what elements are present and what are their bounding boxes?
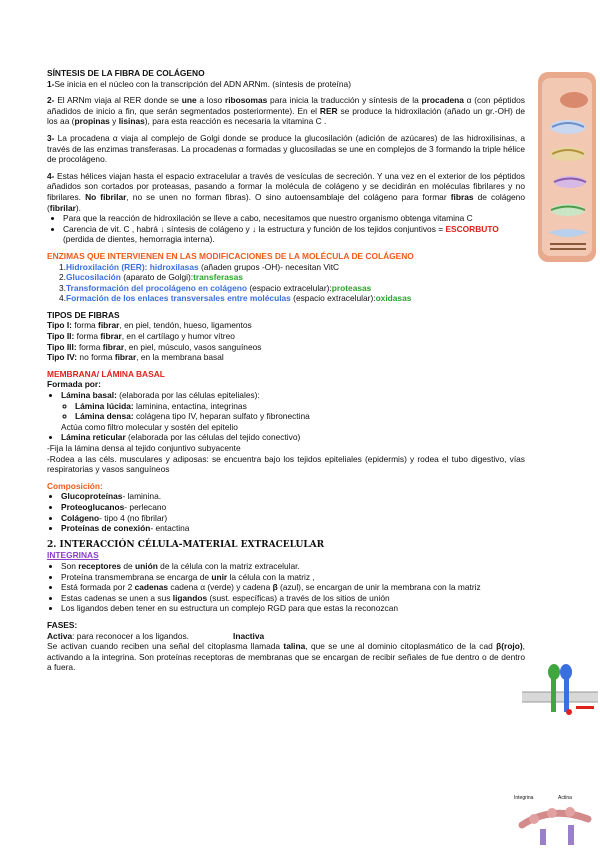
activation-paragraph: Se activan cuando reciben una señal del citoplasma llamada talina, que se une al dominio citoplasmático de la cad β(rojo), activando a la integrina. Son proteínas receptoras de membranas que se encargan de recibir señales de fue dentro o de dentro a fuera. xyxy=(47,641,525,673)
integrin-bullet: • Proteína transmembrana se encarga de unir la célula con la matriz , xyxy=(61,572,513,583)
enzyme-item: 3.Transformación del procolágeno en colágeno (espacio extracelular):proteasas xyxy=(59,282,372,293)
escorbuto-bullet: • Carencia de vit. C , habrá ↓ síntesis de colágeno y ↓ la estructura y función de los tejidos conjuntivos = ESCORBUTO (perdida de dientes, hemorragia interna). xyxy=(63,224,525,245)
document-page xyxy=(47,68,525,673)
integrin-actin-figure xyxy=(512,795,598,847)
enzyme-item: 1.Hidroxilación (RER): hidroxilasas (añaden grupos -OH)- necesitan VitC xyxy=(59,261,340,272)
composition-item: • Proteínas de conexión- entactina xyxy=(61,523,525,534)
integrins-title: INTEGRINAS xyxy=(47,550,99,561)
vitamin-c-bullet: • Para que la reacción de hidroxilación se lleve a cabo, necesitamos que nuestro organismo obtenga vitamina C xyxy=(63,213,525,224)
paragraph-2: 2- El ARNm viaja al RER donde se une a loso ribosomas para inicia la traducción y síntesis de la procadena α (con péptidos añadidos de inicio a fin, que serán segmentados posteriormente). En el RER se produce la hidroxilación (añado un gr.-OH) de los aa (propinas y lisinas), para esta reacción es necesaria la vitamina C . xyxy=(47,95,525,127)
fiber-type-row: Tipo I: forma fibrar, en piel, tendón, hueso, ligamentos xyxy=(47,320,252,331)
basal-lamina-item: • Lámina basal: (elaborada por las células epiteliales): ◦ Lámina lúcida: laminina, entactina, integrinas ◦ Lámina densa: colágena tipo IV, heparan sulfato y fibronectina Actúa como filtro molecular y sostén del epitelio xyxy=(61,390,525,432)
phases-title: FASES: xyxy=(47,619,78,630)
collagen-synthesis-figure xyxy=(538,72,596,262)
section-title-membrane: MEMBRANA/ LÁMINA BASAL xyxy=(47,368,165,379)
formed-by-label: Formada por: xyxy=(47,379,101,390)
paragraph-3: 3- La procadena α viaja al complejo de Golgi donde se produce la glucosilación (adición de azúcares) de las hidroxilisinas, a través de las enzimas transferasas. La procadenas α formadas y glucosiladas se une en complejos de 3 formando la triple hélice de procolágeno. xyxy=(47,132,525,165)
integrin-label: Integrina xyxy=(514,795,534,801)
paragraph-4: 4- Estas hélices viajan hasta el espacio extracelular a través de vesículas de secreción. Y una vez en el exterior de los péptidos añadidos son cortados por proteasas, pasando a formar la molécula de colágeno y se decidirán en moléculas fibrilares y no fibrilares. No fibrilar, no se unen no forman fibras). O sino autoensamblaje del colágeno para formar fibras de colágeno (fibrilar). xyxy=(47,170,525,213)
enzyme-item: 2.Glucosilación (aparato de Golgi):transferasas xyxy=(59,272,243,283)
filter-note: Actúa como filtro molecular y sostén del epitelio xyxy=(61,421,238,432)
composition-item: • Glucoproteínas- laminina. xyxy=(61,491,525,502)
composition-title: Composición: xyxy=(47,480,103,491)
integrin-figure xyxy=(522,660,598,720)
section-title-fiber-types: TIPOS DE FIBRAS xyxy=(47,309,120,320)
phases-line: Activa: para reconocer a los ligandos. Inactiva xyxy=(47,630,265,641)
enzyme-item: 4.Formación de los enlaces transversales entre moléculas (espacio extracelular):oxidasas xyxy=(59,293,412,304)
integrin-bullet: • Estas cadenas se unen a sus ligandos (sust. específicas) a través de los sitios de unión xyxy=(61,593,513,604)
section-title-collagen: SÍNTESIS DE LA FIBRA DE COLÁGENO xyxy=(47,68,205,78)
integrin-bullet: • Está formada por 2 cadenas cadena α (verde) y cadena β (azul), se encargan de unir la membrana con la matriz xyxy=(61,582,513,593)
fiber-type-row: Tipo III: forma fibrar, en piel, músculo, vasos sanguíneos xyxy=(47,341,262,352)
paragraph-1: 1-Se inicia en el núcleo con la transcripción del ADN ARNm. (síntesis de proteína) xyxy=(47,78,351,89)
section-title-interaction: 2. INTERACCIÓN CÉLULA-MATERIAL EXTRACELULAR xyxy=(47,539,325,550)
membrane-line-2: -Rodea a las céls. musculares y adiposas: se encuentra bajo los tejidos epiteliales (epidermis) y rodea el tubo digestivo, vías respiratorias y vasos sanguíneos xyxy=(47,453,525,475)
fiber-type-row: Tipo II: forma fibrar, en el cartílago y humor vítreo xyxy=(47,331,235,342)
composition-item: • Proteoglucanos- perlecano xyxy=(61,502,525,513)
actin-label: Actina xyxy=(558,795,572,801)
integrin-bullet: • Son receptores de unión de la célula con la matriz extracelular. xyxy=(61,561,513,572)
integrin-bullet: • Los ligandos deben tener en su estructura un complejo RGD para que estas la reconozcan xyxy=(61,603,513,614)
enzyme-list xyxy=(47,262,525,304)
membrane-line-1: -Fija la lámina densa al tejido conjuntivo subyacente xyxy=(47,443,241,453)
fiber-type-row: Tipo IV: no forma fibrar, en la membrana basal xyxy=(47,352,224,363)
reticular-lamina-item: • Lámina reticular (elaborada por las células del tejido conectivo) xyxy=(61,432,525,443)
section-title-enzymes: ENZIMAS QUE INTERVIENEN EN LAS MODIFICACIONES DE LA MOLÉCULA DE COLÁGENO xyxy=(47,250,414,261)
densa-item: ◦ Lámina densa: colágena tipo IV, heparan sulfato y fibronectina xyxy=(75,411,525,422)
lucida-item: ◦ Lámina lúcida: laminina, entactina, integrinas xyxy=(75,401,525,412)
composition-item: • Colágeno- tipo 4 (no fibrilar) xyxy=(61,513,525,524)
